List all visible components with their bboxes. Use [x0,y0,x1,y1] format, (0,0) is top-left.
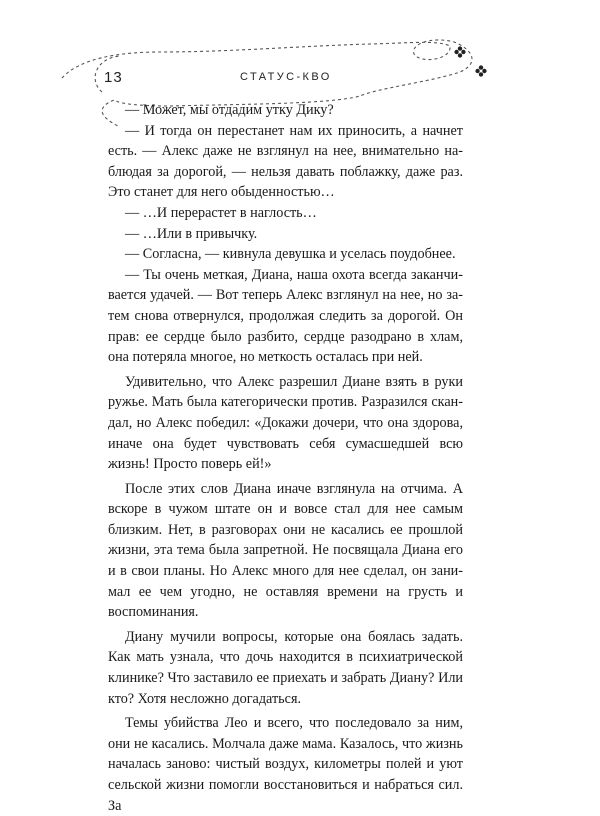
paragraph: — Может, мы отдадим утку Дику? [125,102,334,118]
paragraph: — И тогда он перестанет нам их приносить, а начнет есть. — Алекс даже не взглянул на нее, внимательно наблюдая за дорогой, — нельзя давать поблажку, даже раз. Это станет для него обыденностью… [108,122,463,201]
paragraph: — …Или в привычку. [125,225,258,242]
body-text [108,100,463,816]
paragraph: — …И перерастет в наглость… [125,204,317,221]
paragraph: — Согласна, — кивнула девушка и уселась поудобнее. [125,246,456,263]
paragraph: Темы убийства Лео и всего, что последовало за ним, они не касались. Молчала даже мама. Казалось, что жизнь началась заново: чистый воздух, километры полей и уют сельской жизни помогли восстановиться и набраться сил. За [108,715,463,814]
paragraph: После этих слов Диана иначе взглянула на отчима. А вскоре в чужом штате он и вовсе стал для нее самым близким. Нет, в разговорах они не касались ее прошлой жизни, эта тема была запретной. Не посвящала Диана его и в свои планы. Но Алекс много для нее сделал, он занимал ее чем угодно, не оставляя времени на грусть и воспоминания. [108,480,463,621]
paragraph: Удивительно, что Алекс разрешил Диане взять в руки ружье. Мать была категорически против. Разразился скандал, но Алекс победил: «Докажи дочери, что она здорова, иначе она будет чувствовать себя сумасшедшей всю жизнь! Просто поверь ей!» [108,373,463,473]
paragraph: Диану мучили вопросы, которые она боялась задать. Как мать узнала, что дочь находится в психиатрической клинике? Что заставило ее приехать и забрать Диану? Или кто? Хотя несложно догадаться. [108,628,463,707]
page-number: 13 [104,69,123,86]
flower-icon [475,65,486,76]
paragraph: — Ты очень меткая, Диана, наша охота всегда заканчивается удачей. — Вот теперь Алекс взглянул на нее, но затем снова отвернулся, продолжая следить за дорогой. Он прав: ее сердце было разбито, сердце разодрано в хлам, она потеряла многое, но меткость осталась при ней. [108,266,463,366]
running-head: СТАТУС-КВО [240,71,332,83]
flower-icon [454,46,465,57]
